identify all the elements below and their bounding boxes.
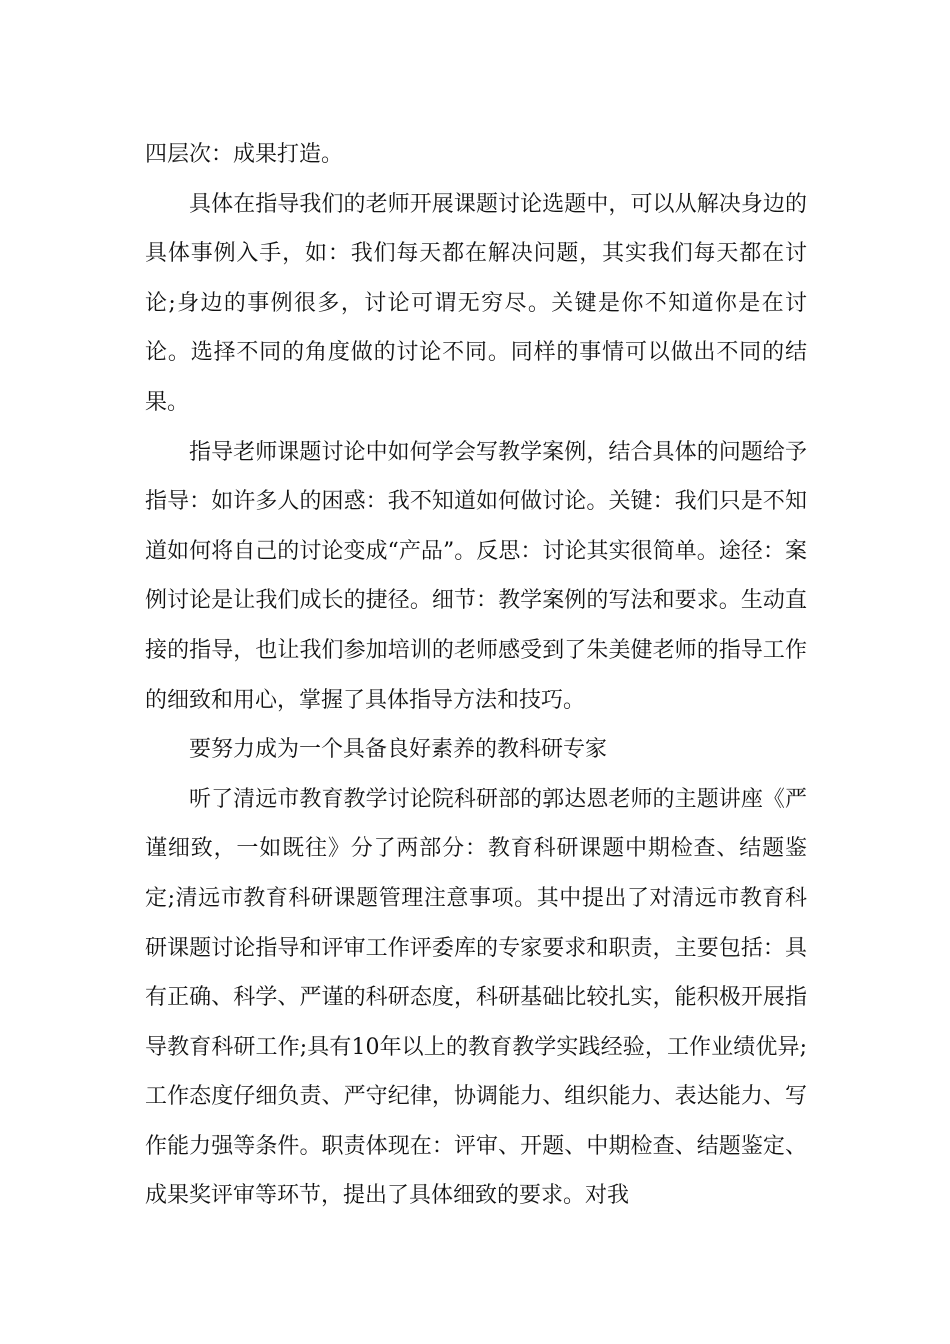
paragraph-2: 具体在指导我们的老师开展课题讨论选题中，可以从解决身边的具体事例入手，如：我们每天都在解决问题，其实我们每天都在讨论;身边的事例很多，讨论可谓无穷尽。关键是你不知道你是在讨论。选择不同的角度做的讨论不同。同样的事情可以做出不同的结果。	[145, 191, 807, 415]
paragraph-5: 听了清远市教育教学讨论院科研部的郭达恩老师的主题讲座《严谨细致，一如既往》分了两部分：教育科研课题中期检查、结题鉴定;清远市教育科研课题管理注意事项。其中提出了对清远市教育科研课题讨论指导和评审工作评委库的专家要求和职责，主要包括：具有正确、科学、严谨的科研态度，科研基础比较扎实，能积极开展指导教育科研工作;具有10年以上的教育教学实践经验，工作业绩优异;工作态度仔细负责、严守纪律，协调能力、组织能力、表达能力、写作能力强等条件。职责体现在：评审、开题、中期检查、结题鉴定、成果奖评审等环节，提出了具体细致的要求。对我	[145, 786, 807, 1209]
paragraph-1: 四层次：成果打造。	[145, 142, 344, 167]
section-heading: 要努力成为一个具备良好素养的教科研专家	[189, 737, 608, 763]
paragraph-3: 指导老师课题讨论中如何学会写教学案例，结合具体的问题给予指导：如许多人的困惑：我不知道如何做讨论。关键：我们只是不知道如何将自己的讨论变成“产品”。反思：讨论其实很简单。途径：案例讨论是让我们成长的捷径。细节：教学案例的写法和要求。生动直接的指导，也让我们参加培训的老师感受到了朱美健老师的指导工作的细致和用心，掌握了具体指导方法和技巧。	[145, 439, 807, 713]
document-body	[145, 130, 807, 1221]
